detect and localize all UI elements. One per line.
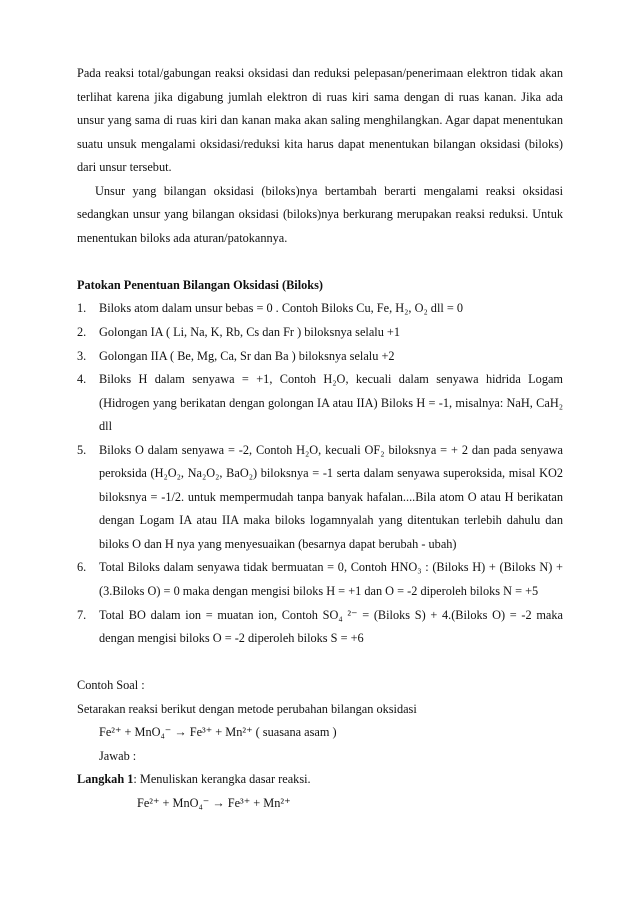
list-number: 3. <box>77 348 87 363</box>
list-number: 4. <box>77 372 87 387</box>
list-number: 6. <box>77 560 87 575</box>
list-item <box>77 556 563 603</box>
example-instruction: Setarakan reaksi berikut dengan metode perubahan bilangan oksidasi <box>77 701 417 716</box>
list-text: Golongan IA ( Li, Na, K, Rb, Cs dan Fr ) biloksnya selalu +1 <box>99 325 401 340</box>
document-page <box>77 62 563 816</box>
list-text: Total Biloks dalam senyawa tidak bermuatan = 0, Contoh HNO₃ : (Biloks H) + (Biloks N) + (3.Biloks O) = 0 maka dengan mengisi biloks H = +1 dan O = -2 diperoleh biloks N = +5 <box>99 560 563 599</box>
list-text: Biloks O dalam senyawa = -2, Contoh H₂O, kecuali OF₂ biloksnya = + 2 dan pada senyawa peroksida (H₂O₂, Na₂O₂, BaO₂) biloksnya = -1 serta dalam senyawa superoksida, misal KO2 biloksnya = -1/2. untuk mempermudah tanpa banyak hafalan....Bila atom O atau H berikatan dengan Logam IA atau IIA maka biloks logamnyalah yang ditentukan terlebih dahulu dan biloks O dan H nya yang menyesuaikan (besarnya dapat berubah - ubah) <box>99 442 563 551</box>
rules-list <box>77 297 563 650</box>
step-1-text: : Menuliskan kerangka dasar reaksi. <box>133 772 311 787</box>
list-item <box>77 321 563 345</box>
list-text: Golongan IIA ( Be, Mg, Ca, Sr dan Ba ) biloksnya selalu +2 <box>99 348 395 363</box>
section-title: Patokan Penentuan Bilangan Oksidasi (Biloks) <box>77 277 324 292</box>
list-number: 1. <box>77 301 87 316</box>
list-text: Biloks atom dalam unsur bebas = 0 . Contoh Biloks Cu, Fe, H₂, O₂ dll = 0 <box>99 301 464 316</box>
list-item <box>77 604 563 651</box>
paragraph-2: Unsur yang bilangan oksidasi (biloks)nya bertambah berarti mengalami reaksi oksidasi sedangkan unsur yang bilangan oksidasi (biloks)nya berkurang merupakan reaksi reduksi. Untuk menentukan biloks ada aturan/patokannya. <box>77 183 563 245</box>
answer-label: Jawab : <box>99 748 137 763</box>
step-1-equation: Fe²⁺ + MnO₄⁻ → Fe³⁺ + Mn²⁺ <box>137 795 291 810</box>
spacer <box>77 250 563 274</box>
list-text: Biloks H dalam senyawa = +1, Contoh H₂O, kecuali dalam senyawa hidrida Logam (Hidrogen yang berikatan dengan golongan IA atau IIA) Biloks H = -1, misalnya: NaH, CaH₂ dll <box>99 372 563 434</box>
list-text: Total BO dalam ion = muatan ion, Contoh SO₄ ²⁻ = (Biloks S) + 4.(Biloks O) = -2 maka dengan mengisi biloks O = -2 diperoleh biloks S = +6 <box>99 607 563 646</box>
list-number: 7. <box>77 607 87 622</box>
step-1 <box>77 768 563 792</box>
step-1-label: Langkah 1 <box>77 772 134 787</box>
spacer <box>77 651 563 675</box>
list-item <box>77 297 563 321</box>
list-item <box>77 368 563 439</box>
example-equation: Fe²⁺ + MnO₄⁻ → Fe³⁺ + Mn²⁺ ( suasana asam ) <box>99 725 337 740</box>
paragraph-1: Pada reaksi total/gabungan reaksi oksidasi dan reduksi pelepasan/penerimaan elektron tidak akan terlihat karena jika digabung jumlah elektron di ruas kiri sama dengan di ruas kanan. Jika ada unsur yang sama di ruas kiri dan kanan maka akan saling menghilangkan. Agar dapat menentukan suatu unsuk mengalami oksidasi/reduksi kita harus dapat menentukan bilangan oksidasi (biloks) dari unsur tersebut. <box>77 66 563 175</box>
list-number: 5. <box>77 442 87 457</box>
list-item <box>77 439 563 557</box>
list-item <box>77 345 563 369</box>
example-label: Contoh Soal : <box>77 678 145 693</box>
list-number: 2. <box>77 325 87 340</box>
